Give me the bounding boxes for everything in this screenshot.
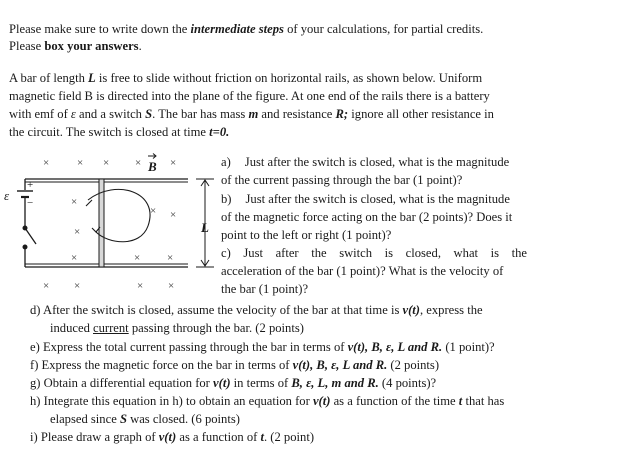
cross-mark: × <box>71 196 78 208</box>
symbol-t0: t=0. <box>209 125 230 139</box>
instruction-emphasis: box your answers <box>44 39 139 53</box>
question-text: Integrate this equation in h) to obtain an equation for <box>43 394 313 408</box>
cross-mark: × <box>43 280 50 292</box>
question-e <box>30 339 495 355</box>
question-tag: f) <box>30 358 39 372</box>
symbol-v: v(t) <box>213 376 231 390</box>
problem-line-3 <box>9 106 494 122</box>
question-tag: h) <box>30 394 41 408</box>
question-tag: e) <box>30 340 40 354</box>
vector-arrow-icon <box>148 154 156 159</box>
cross-mark: × <box>168 280 175 292</box>
symbol-v: v(t) <box>158 430 177 444</box>
emf-label: ε <box>4 188 10 203</box>
question-text: Express the magnetic force on the bar in terms of <box>41 358 293 372</box>
question-text: Just after the switch is closed, what is the magnitude <box>245 192 510 206</box>
question-c-line-2: acceleration of the bar (1 point)? What is the velocity of <box>221 264 504 278</box>
question-text: that has <box>462 394 505 408</box>
question-word: after <box>275 246 299 260</box>
problem-text: and a switch <box>75 107 146 121</box>
question-h-line-2 <box>50 411 240 427</box>
question-text: passing through the bar. (2 points) <box>128 321 304 335</box>
problem-text: is free to slide without friction on horizontal rails, as shown below. Uniform <box>95 71 483 85</box>
question-c-line-3: the bar (1 point)? <box>221 282 309 296</box>
battery-minus: − <box>27 197 34 209</box>
symbol-m: m <box>248 107 259 121</box>
question-word: the <box>511 246 527 260</box>
question-b-line-2: of the magnetic force acting on the bar (2 points)? Does it <box>221 210 513 224</box>
question-tag: i) <box>30 430 38 444</box>
battery-plus: + <box>27 179 34 191</box>
question-text: elapsed since <box>50 412 120 426</box>
symbol-S: S <box>145 107 153 121</box>
symbol-variables: B, ε, L, m and R. <box>291 376 379 390</box>
problem-text: and resistance <box>258 107 336 121</box>
instruction-text: Please make sure to write down the <box>9 22 191 36</box>
top-rail <box>25 179 188 182</box>
question-text: After the switch is closed, assume the velocity of the bar at that time is <box>42 303 403 317</box>
question-g <box>30 375 436 391</box>
question-b-line-1 <box>221 191 510 207</box>
symbol-t: t <box>458 394 463 408</box>
question-text: (1 point)? <box>442 340 495 354</box>
question-word: is <box>384 246 394 260</box>
problem-text: A bar of length <box>9 71 89 85</box>
question-word: switch <box>339 246 373 260</box>
question-text: Express the total current passing through the bar in terms of <box>42 340 348 354</box>
question-text: was closed. (6 points) <box>126 412 240 426</box>
question-a-line-1 <box>221 154 509 170</box>
question-a-line-2: of the current passing through the bar (1 point)? <box>221 173 463 187</box>
question-tag: g) <box>30 376 41 390</box>
instruction-text: Please <box>9 39 45 53</box>
cross-mark: × <box>170 209 177 221</box>
question-word: closed, <box>405 246 441 260</box>
question-tag: c) <box>221 246 231 260</box>
problem-text: with emf of <box>9 107 71 121</box>
question-c-line-1 <box>221 245 527 261</box>
question-text: . (2 point) <box>264 430 315 444</box>
symbol-v: v(t) <box>312 394 331 408</box>
question-text: Just after the switch is closed, what is the magnitude <box>244 155 510 169</box>
question-text: Obtain a differential equation for <box>43 376 214 390</box>
question-text: as a function of the time <box>330 394 459 408</box>
length-label: L <box>201 220 209 235</box>
symbol-variables: v(t), B, ε, L and R. <box>292 358 388 372</box>
question-word: what <box>453 246 479 260</box>
cross-mark: × <box>71 252 78 264</box>
symbol-R: R; <box>335 107 349 121</box>
circuit-figure <box>0 148 222 294</box>
question-text: Please draw a graph of <box>40 430 159 444</box>
question-word: the <box>311 246 327 260</box>
instruction-emphasis: intermediate steps <box>190 22 284 36</box>
cross-mark: × <box>77 157 84 169</box>
field-crosses <box>43 157 176 292</box>
question-word: is <box>490 246 500 260</box>
symbol-t: t <box>260 430 264 444</box>
question-tag: b) <box>221 192 232 206</box>
question-text: (4 points)? <box>378 376 437 390</box>
cross-mark: × <box>135 157 142 169</box>
cross-mark: × <box>167 252 174 264</box>
problem-line-4 <box>9 124 229 140</box>
cross-mark: × <box>170 157 177 169</box>
question-b-line-3: point to the left or right (1 point)? <box>221 228 392 242</box>
question-word: Just <box>243 246 263 260</box>
question-text: induced <box>50 321 94 335</box>
question-d-line-2 <box>50 320 304 336</box>
bottom-rail <box>25 264 188 267</box>
switch-icon <box>23 226 36 267</box>
cross-mark: × <box>74 226 81 238</box>
question-h-line-1 <box>30 393 504 409</box>
instruction-text: . <box>138 39 142 53</box>
cross-mark: × <box>150 205 157 217</box>
symbol-variables: v(t), B, ε, L and R. <box>347 340 443 354</box>
cross-mark: × <box>103 157 110 169</box>
problem-text: the circuit. The switch is closed at time <box>9 125 210 139</box>
cross-mark: × <box>43 157 50 169</box>
instruction-line-2 <box>9 38 142 54</box>
question-text: in terms of <box>230 376 292 390</box>
symbol-S: S <box>119 412 127 426</box>
question-text: , express the <box>419 303 483 317</box>
current-loop-sketch <box>88 189 150 241</box>
problem-text: . The bar has mass <box>152 107 249 121</box>
question-tag: a) <box>221 155 231 169</box>
symbol-v: v(t) <box>402 303 420 317</box>
question-f <box>30 357 439 373</box>
symbol-emf: ε <box>70 107 76 121</box>
underlined-word: current <box>93 321 129 335</box>
instruction-text: of your calculations, for partial credits. <box>283 22 484 36</box>
problem-line-2: magnetic field B is directed into the plane of the figure. At one end of the rails there is a battery <box>9 89 490 103</box>
question-tag: d) <box>30 303 41 317</box>
question-text: as a function of <box>176 430 261 444</box>
question-i <box>30 429 314 445</box>
instruction-line-1 <box>9 21 483 37</box>
question-text: (2 points) <box>387 358 440 372</box>
arrow-stroke <box>86 200 92 206</box>
problem-line-1 <box>9 70 482 86</box>
field-label: B <box>148 159 157 174</box>
cross-mark: × <box>74 280 81 292</box>
cross-mark: × <box>134 252 141 264</box>
cross-mark: × <box>137 280 144 292</box>
question-d-line-1 <box>30 302 483 318</box>
problem-text: ignore all other resistance in <box>348 107 494 121</box>
symbol-L: L <box>88 71 96 85</box>
